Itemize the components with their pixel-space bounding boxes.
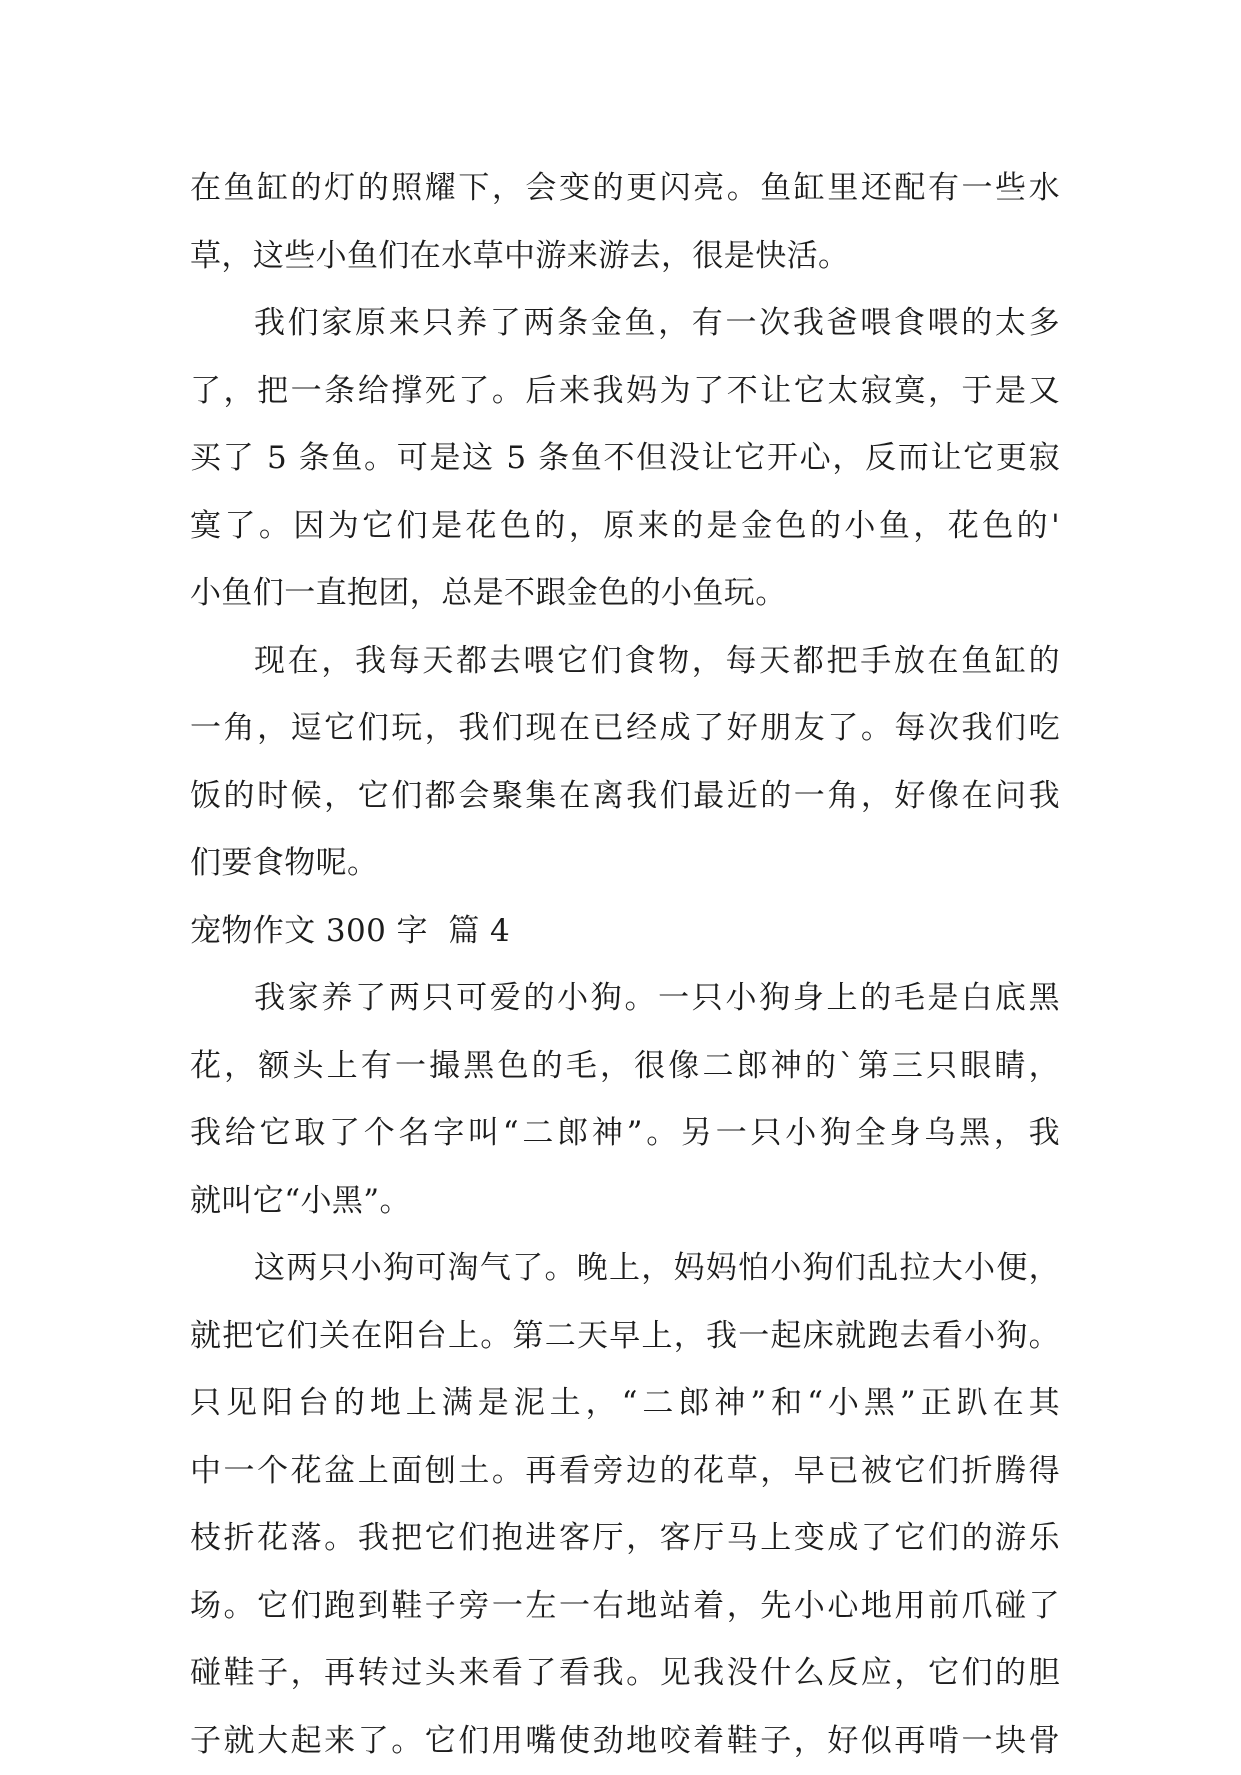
- text-line: 一角，逗它们玩，我们现在已经成了好朋友了。每次我们吃: [190, 695, 1060, 763]
- paragraph: [190, 628, 1060, 898]
- text-line: 枝折花落。我把它们抱进客厅，客厅马上变成了它们的游乐: [190, 1505, 1060, 1573]
- text-line: 子就大起来了。它们用嘴使劲地咬着鞋子，好似再啃一块骨: [190, 1708, 1060, 1775]
- paragraph: [190, 290, 1060, 628]
- text-line: 们要食物呢。: [190, 830, 1060, 898]
- text-line: 我给它取了个名字叫“二郎神”。另一只小狗全身乌黑，我: [190, 1100, 1060, 1168]
- paragraph: [190, 965, 1060, 1235]
- text-line: 了，把一条给撑死了。后来我妈为了不让它太寂寞，于是又: [190, 358, 1060, 426]
- text-line: 中一个花盆上面刨土。再看旁边的花草，早已被它们折腾得: [190, 1438, 1060, 1506]
- text-line: 这两只小狗可淘气了。晚上，妈妈怕小狗们乱拉大小便，: [190, 1235, 1060, 1303]
- text-line: 只见阳台的地上满是泥土，“二郎神”和“小黑”正趴在其: [190, 1370, 1060, 1438]
- document-body: [190, 155, 1060, 1775]
- text-line: 买了 5 条鱼。可是这 5 条鱼不但没让它开心，反而让它更寂: [190, 425, 1060, 493]
- text-line: 就叫它“小黑”。: [190, 1168, 1060, 1236]
- text-line: 我们家原来只养了两条金鱼，有一次我爸喂食喂的太多: [190, 290, 1060, 358]
- text-line: 就把它们关在阳台上。第二天早上，我一起床就跑去看小狗。: [190, 1303, 1060, 1371]
- text-line: 场。它们跑到鞋子旁一左一右地站着，先小心地用前爪碰了: [190, 1573, 1060, 1641]
- text-line: 我家养了两只可爱的小狗。一只小狗身上的毛是白底黑: [190, 965, 1060, 1033]
- text-line: 现在，我每天都去喂它们食物，每天都把手放在鱼缸的: [190, 628, 1060, 696]
- paragraph: [190, 1235, 1060, 1775]
- text-line: 花，额头上有一撮黑色的毛，很像二郎神的`第三只眼睛，: [190, 1033, 1060, 1101]
- section-heading: 宠物作文 300 字 篇 4: [190, 898, 1060, 966]
- text-line: 寞了。因为它们是花色的，原来的是金色的小鱼，花色的': [190, 493, 1060, 561]
- text-line: 碰鞋子，再转过头来看了看我。见我没什么反应，它们的胆: [190, 1640, 1060, 1708]
- paragraph: [190, 155, 1060, 290]
- text-line: 草，这些小鱼们在水草中游来游去，很是快活。: [190, 223, 1060, 291]
- text-line: 小鱼们一直抱团，总是不跟金色的小鱼玩。: [190, 560, 1060, 628]
- text-line: 在鱼缸的灯的照耀下，会变的更闪亮。鱼缸里还配有一些水: [190, 155, 1060, 223]
- text-line: 饭的时候，它们都会聚集在离我们最近的一角，好像在问我: [190, 763, 1060, 831]
